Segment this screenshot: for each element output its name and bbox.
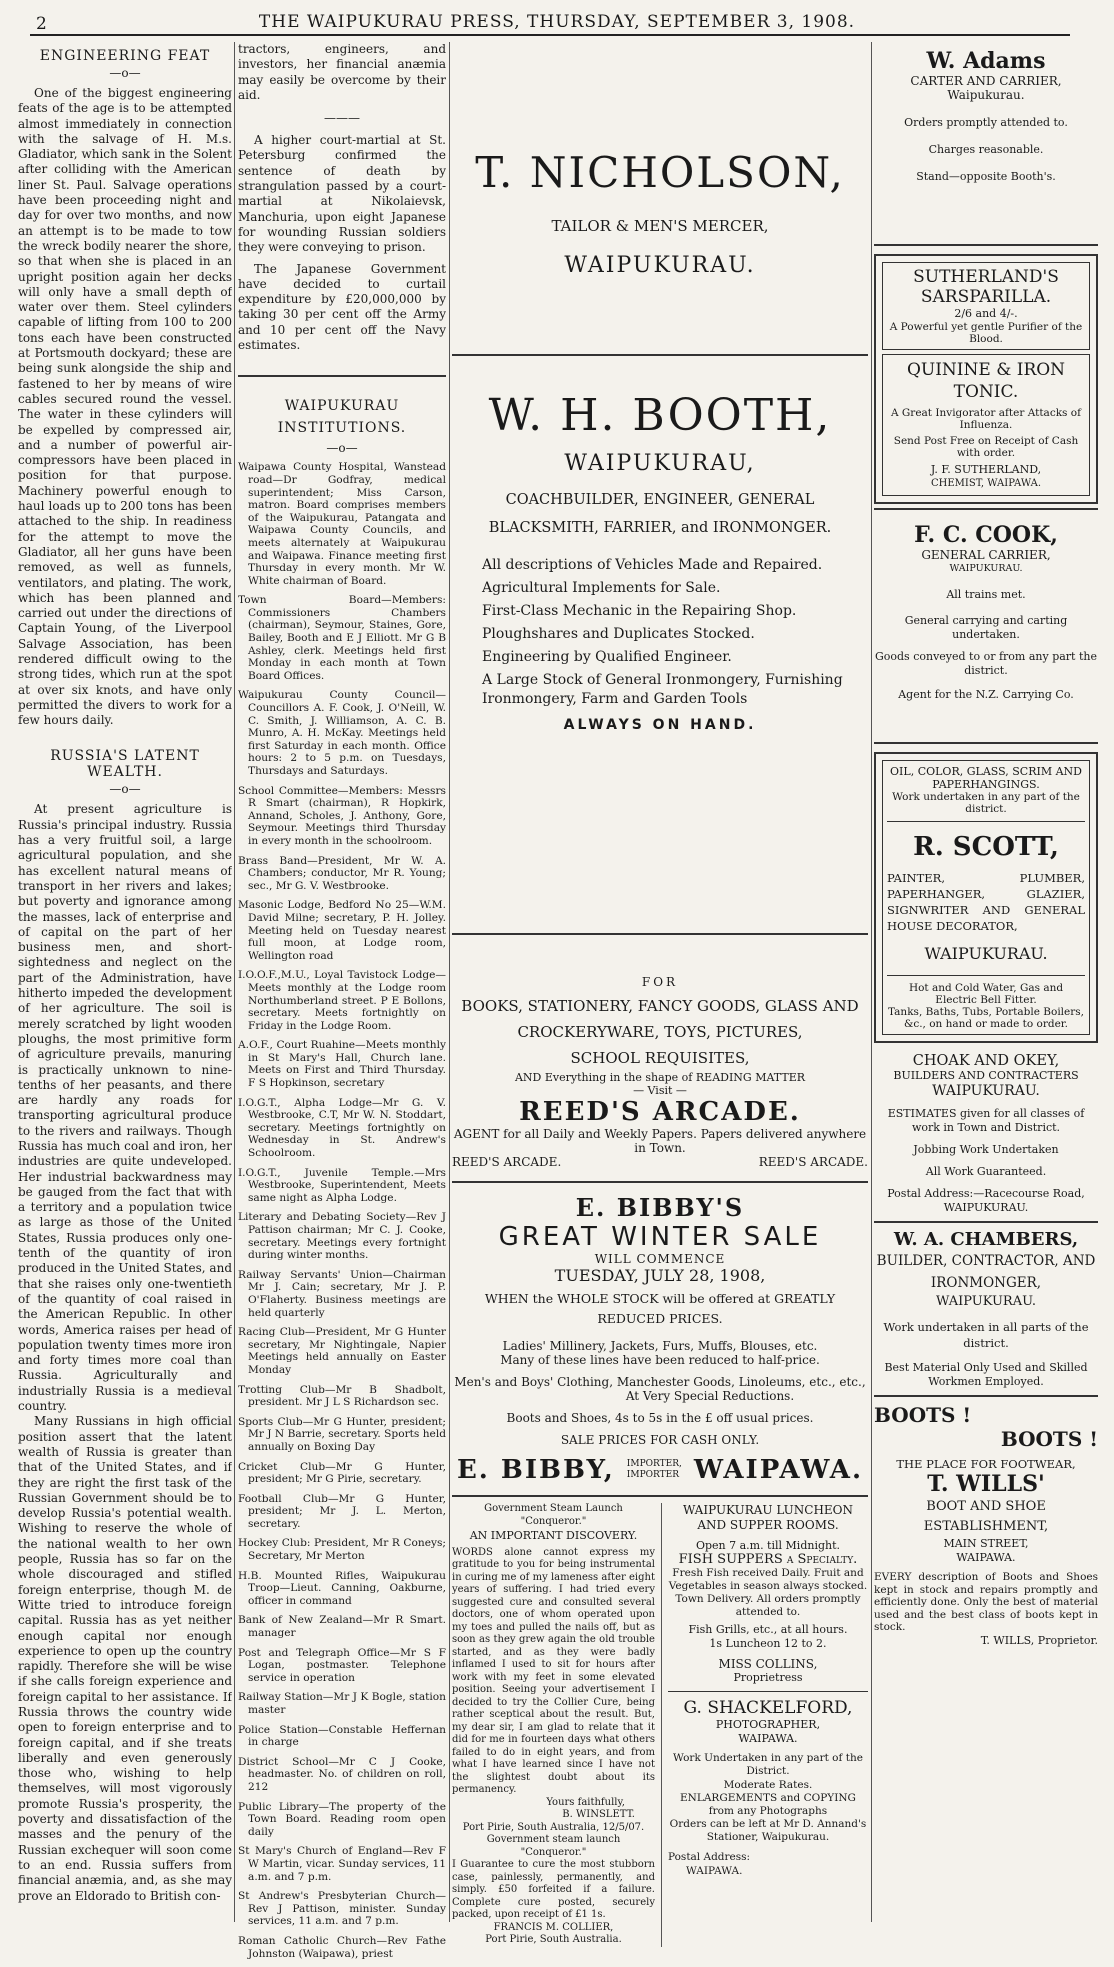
ad-nicholson xyxy=(452,42,868,356)
bibby-footer xyxy=(452,1455,868,1485)
bibby-when: WHEN the WHOLE STOCK will be offered at GREATLY REDUCED PRICES. xyxy=(484,1291,836,1326)
choak-name: CHOAK AND OKEY, xyxy=(912,1053,1060,1069)
launch-body: WORDS alone cannot express my gratitude to you for being instrumental in curing me of my lameness after eight years of suffering. I had tried every suggested cure and consulted several doctors, one of whom operated upon my toes and pulled the nails off, but as soon as they grew again the old trouble started, and as they were badly inflamed I used to sit for hours after work with my feet in some elevated position. Seeing your advertisement I decided to try the Collier Cure, being rather sceptical about the result. But, my dear sir, I am glad to relate that it did for me in fourteen days what others failed to do in eight years, and from what I have learned since I have not the slightest doubt about its permanency. xyxy=(452,1546,655,1795)
ad-booth xyxy=(452,356,868,935)
institution-entry: I.O.O.F.,M.U., Loyal Tavistock Lodge—Meets monthly at the Lodge room Northumberland street. P E Bollons, secretary. Meets fortnightly on Friday in the Lodge Room. xyxy=(238,969,446,1032)
inner-rule xyxy=(661,1503,662,1947)
quinine-box xyxy=(882,354,1090,496)
institution-entry: Sports Club—Mr G Hunter, president; Mr J N Barrie, secretary. Sports held annually on Boxing Day xyxy=(238,1415,446,1453)
scott-trade: PAINTER, PLUMBER, PAPERHANGER, GLAZIER, SIGNWRITER AND GENERAL HOUSE DECORATOR, xyxy=(887,871,1085,933)
cook-line-4: Agent for the N.Z. Carrying Co. xyxy=(898,688,1074,701)
institution-entry: Town Board—Members: Commissioners Chambers (chairman), Seymour, Staines, Gore, Bailey, Booth and E J Elliott. Mr G B Ashley, clerk. Meetings held first Monday in each month at Town Board Offices. xyxy=(238,594,446,682)
booth-line: All descriptions of Vehicles Made and Repaired. xyxy=(482,557,823,573)
booth-lines xyxy=(452,554,868,711)
reed-arcade-title: REED'S ARCADE. xyxy=(519,1097,801,1127)
ad-chambers xyxy=(874,1223,1098,1397)
launch-conq-2: "Conqueror." xyxy=(520,1846,587,1858)
article-body-russia-1: At present agriculture is Russia's principal industry. Russia has a very fruitful soil, a large agricultural population, and she has excellent natural means of transport in her rivers and lakes; but poverty and ignorance among the masses, lack of enterprise and of capital on the part of her business men, and short-sightedness and neglect on the part of the Administration, have hitherto impeded the development of her agriculture. The soil is merely scratched by light wooden ploughs, the most primitive form of agriculture prevails, manuring is practically unknown to nine-tenths of her peasants, and there are hardly any roads for transporting agricultural produce to the rivers and railways. Though Russia has much coal and iron, her industries are quite undeveloped. Her industrial backwardness may be gauged from the fact that with a territory and a population twice as large as those of the United States, Russia produces only one-tenth of the quantity of iron produced in the United States, and that she raises only one-twentieth of the quantity of coal raised in the American Republic. In other words, America raises per head of population twenty times more iron and forty times more coal than Russia. Agriculturally and industrially Russia is a medieval country. xyxy=(18,802,232,1414)
reed-footer-right: REED'S ARCADE. xyxy=(758,1155,868,1169)
quinine-post: Send Post Free on Receipt of Cash with order. xyxy=(893,435,1079,459)
launch-signature: B. WINSLETT. xyxy=(562,1809,635,1820)
institution-entry: School Committee—Members: Messrs R Smart (chairman), R Hopkirk, Annand, Scholes, J. Anthony, Gore, Seymour. Meetings third Thursday in every month in the schoolroom. xyxy=(238,784,446,847)
rooms-prop: Proprietress xyxy=(733,1671,803,1684)
choak-postal: Postal Address:—Racecourse Road, xyxy=(887,1187,1085,1200)
shack-trade: PHOTOGRAPHER, xyxy=(715,1718,821,1731)
header-rule xyxy=(30,34,1070,36)
ad-reeds-arcade xyxy=(452,935,868,1183)
institution-entry: Racing Club—President, Mr G Hunter secretary, Mr Nightingale, Napier Meetings held annually on Easter Monday xyxy=(238,1326,446,1376)
wills-place: THE PLACE FOR FOOTWEAR, xyxy=(896,1457,1076,1471)
launch-collier-address: Port Pirie, South Australia. xyxy=(485,1934,622,1945)
sars-desc: A Powerful yet gentle Purifier of the Blood. xyxy=(889,321,1083,345)
shack-orders: Orders can be left at Mr D. Annand's Stationer, Waipukurau. xyxy=(669,1818,867,1843)
page-header xyxy=(0,0,1114,36)
scott-work: Work undertaken in any part of the district. xyxy=(892,791,1080,815)
bibby-footer-importer xyxy=(627,1459,682,1481)
reed-footer xyxy=(452,1155,868,1169)
scott-inner xyxy=(882,760,1090,1035)
institution-entry: Waipawa County Hospital, Wanstead road—Dr Godfray, medical superintendent; Miss Carson, matron. Board comprises members of the Waipukurau, Patangata and Waipawa County Councils, and meets alternately at Waipukurau and Waipawa. Finance meeting first Thursday in every month. Mr W. White chairman of Board. xyxy=(238,461,446,587)
cook-trade: GENERAL CARRIER, xyxy=(921,548,1051,562)
booth-always: ALWAYS ON HAND. xyxy=(563,717,757,733)
institution-entry: Roman Catholic Church—Rev Fathe Johnston (Waipawa), priest xyxy=(238,1934,446,1960)
institution-entry: Masonic Lodge, Bedford No 25—W.M. David Milne; secretary, P. H. Jolley. Meeting held on Tuesday nearest full moon, at Lodge room, Wellington road xyxy=(238,899,446,962)
institution-entry: Railway Servants' Union—Chairman Mr J. Cain; secretary, Mr J. P. O'Flaherty. Business meetings are held quarterly xyxy=(238,1268,446,1319)
reed-for: FOR xyxy=(641,975,679,989)
institution-entry: Police Station—Constable Heffernan in charge xyxy=(238,1723,446,1749)
launch-address: Port Pirie, South Australia, 12/5/07. xyxy=(462,1821,645,1833)
bibby-sale: GREAT WINTER SALE xyxy=(498,1222,822,1252)
booth-town: WAIPUKURAU, xyxy=(564,451,756,476)
choak-estimates: ESTIMATES given for all classes of work in Town and District. xyxy=(887,1107,1085,1134)
bibby-ladies: Ladies' Millinery, Jackets, Furs, Muffs, Blouses, etc. xyxy=(502,1339,818,1353)
column-2 xyxy=(238,42,446,1967)
institution-entry: Brass Band—President, Mr W. A. Chambers; conductor, Mr R. Young; sec., Mr G. V. Westbrooke. xyxy=(238,854,446,892)
institution-entry: A.O.F., Court Ruahine—Meets monthly in St Mary's Hall, Church lane. Meets on First and Third Thursday. F S Hopkinson, secretary xyxy=(238,1039,446,1090)
choak-guarantee: All Work Guaranteed. xyxy=(925,1165,1047,1178)
cook-town: WAIPUKURAU. xyxy=(949,563,1023,574)
institution-entry: Football Club—Mr G Hunter, president; Mr J. L. Merton, secretary. xyxy=(238,1492,446,1530)
quinine-chemist: CHEMIST, WAIPAWA. xyxy=(930,478,1042,489)
wills-name: T. WILLS' xyxy=(927,1471,1045,1497)
ad-choak-okey xyxy=(874,1047,1098,1223)
launch-collier: FRANCIS M. COLLIER, xyxy=(493,1921,614,1933)
quinine-maker: J. F. SUTHERLAND, xyxy=(930,463,1042,476)
institution-entry: Hockey Club: President, Mr R Coneys; Secretary, Mr Merton xyxy=(238,1537,446,1563)
scott-tanks: Tanks, Baths, Tubs, Portable Boilers, &c., on hand or made to order. xyxy=(887,1006,1084,1030)
institution-entry: District School—Mr C J Cooke, headmaster. No. of children on roll, 212 xyxy=(238,1755,446,1793)
shack-rates: Moderate Rates. xyxy=(723,1779,813,1791)
institution-entry: Bank of New Zealand—Mr R Smart. manager xyxy=(238,1614,446,1640)
booth-name: W. H. BOOTH, xyxy=(488,390,832,441)
ad-wills xyxy=(874,1403,1098,1647)
article-body-russia-2: Many Russians in high official position assert that the latent wealth of Russia is greater than that of the United States, and if they are right the first task of the Russian Government should be to develop Russia's potential wealth. Wishing to reserve the whole of the national wealth to her own people, Russia has so far on the whole discouraged and stifled foreign enterprise, though M. de Witte tried to introduce foreign capital. Russia has as yet neither enough capital nor enough experience to open up the country rapidly. Therefore she will be wise if she calls foreign experience and foreign capital to her assistance. If Russia throws the country wide open to foreign enterprise and to foreign capital, and if she treats liberally and even generously those who, wishing to help themselves, will most vigorously promote Russia's prosperity, the poverty and dissatisfaction of the masses and the penury of the Russian exchequer will soon come to an end. Russia suffers from financial anæmia, and, as she may prove an Eldorado to British con- xyxy=(18,1414,232,1903)
bibby-commence: WILL COMMENCE xyxy=(594,1252,726,1266)
chambers-work: Work undertaken in all parts of the district. xyxy=(883,1320,1089,1350)
bibby-footer-name: E. BIBBY, xyxy=(456,1455,615,1485)
institution-entry: Trotting Club—Mr B Shadbolt, president. Mr J L S Richardson sec. xyxy=(238,1383,446,1409)
sars-price: 2/6 and 4/-. xyxy=(954,307,1018,320)
bibby-boots: Boots and Shoes, 4s to 5s in the £ off usual prices. xyxy=(506,1411,814,1425)
institution-entry: Cricket Club—Mr G Hunter, president; Mr G Pirie, secretary. xyxy=(238,1460,446,1486)
column-rule-2 xyxy=(449,42,450,1922)
rule xyxy=(887,975,1085,976)
choak-postal-town: WAIPUKURAU. xyxy=(943,1201,1029,1214)
bibby-footer-town: WAIPAWA. xyxy=(693,1455,864,1485)
institution-entry: St Mary's Church of England—Rev F W Martin, vicar. Sunday services, 11 a.m. and 7 p.m. xyxy=(238,1845,446,1883)
news-japanese-budget: The Japanese Government have decided to curtail expenditure by £20,000,000 by taking 30 per cent off the Army and 10 per cent off the Navy estimates. xyxy=(238,261,446,353)
bottom-ads-row xyxy=(452,1503,868,1947)
booth-line: A Large Stock of General Ironmongery, Furnishing Ironmongery, Farm and Garden Tools xyxy=(482,672,843,707)
column-rule-3 xyxy=(871,42,872,1922)
institution-entry: H.B. Mounted Rifles, Waipukurau Troop—Lieut. Canning, Oakburne, officer in command xyxy=(238,1569,446,1607)
chambers-town: WAIPUKURAU. xyxy=(936,1294,1036,1309)
adams-town: Waipukurau. xyxy=(947,88,1025,102)
chambers-name: W. A. CHAMBERS, xyxy=(893,1229,1079,1250)
ad-adams xyxy=(874,42,1098,246)
column-rule-1 xyxy=(234,42,235,1922)
adams-trade: CARTER AND CARRIER, xyxy=(910,74,1062,88)
rule xyxy=(668,1691,868,1692)
wills-prop: T. WILLS, Proprietor. xyxy=(980,1633,1098,1647)
column-1 xyxy=(18,42,232,1904)
separator: —o— xyxy=(326,441,358,456)
news-court-martial: A higher court-martial at St. Petersburg confirmed the sentence of death by strangulation passed by a court-martial at Nikolaievsk, Manchuria, upon eight Japanese for wounding Russian soldiers they were conveying to prison. xyxy=(238,133,446,255)
cook-name: F. C. COOK, xyxy=(914,522,1058,548)
ad-stack-right xyxy=(668,1503,868,1947)
cook-line-3: Goods conveyed to or from any part the district. xyxy=(874,650,1097,677)
quinine-name: QUININE & IRON TONIC. xyxy=(906,360,1066,402)
institutions-list xyxy=(238,461,446,1960)
reed-goods-3: SCHOOL REQUISITES, xyxy=(570,1049,750,1067)
cook-line-1: All trains met. xyxy=(946,588,1026,601)
ad-scott xyxy=(874,752,1098,1043)
institution-entry: I.O.G.T., Juvenile Temple.—Mrs Westbrooke, Superintendent, Meets same night as Alpha Lodge. xyxy=(238,1166,446,1204)
adams-line-1: Orders promptly attended to. xyxy=(904,116,1068,129)
wills-boots-1: BOOTS ! xyxy=(874,1403,972,1427)
institution-entry: St Andrew's Presbyterian Church—Rev J Pattison, minister. Sunday services, 11 a.m. and 7 p.m. xyxy=(238,1890,446,1928)
institution-entry: Post and Telegraph Office—Mr S F Logan, postmaster. Telephone service in operation xyxy=(238,1646,446,1684)
importer-2: IMPORTER xyxy=(626,1470,679,1480)
wills-boots-2: BOOTS ! xyxy=(1000,1427,1098,1451)
bibby-many: Many of these lines have been reduced to half-price. xyxy=(500,1353,820,1367)
choak-trade: BUILDERS AND CONTRACTERS xyxy=(893,1069,1079,1082)
adams-name: W. Adams xyxy=(926,48,1046,74)
bibby-date: TUESDAY, JULY 28, 1908, xyxy=(554,1266,766,1285)
launch-guarantee: I Guarantee to cure the most stubborn case, painlessly, permanently, and simply. £50 forfeited if a failure. Complete cure posted, securely packed, upon receipt of £1 1s. xyxy=(452,1859,655,1920)
ad-collier-cure xyxy=(452,1503,655,1947)
institution-entry: Waipukurau County Council—Councillors A. F. Cook, J. O'Neill, W. C. Smith, J. Williamson, A. C. B. Munro, A. H. McKay. Meetings held first Saturday in each month. Office hours: 2 to 5 p.m. on Tuesdays, Thursdays and Saturdays. xyxy=(238,689,446,777)
nicholson-name: T. NICHOLSON, xyxy=(475,148,845,197)
masthead: THE WAIPUKURAU PRESS, THURSDAY, SEPTEMBER 3, 1908. xyxy=(258,12,856,32)
shack-town: WAIPAWA. xyxy=(738,1732,798,1745)
wills-every: EVERY description of Boots and Shoes kept in stock and repairs promptly and efficiently done. Only the best of material used and the best class of boots kept in stock. xyxy=(874,1571,1098,1633)
institution-entry: Literary and Debating Society—Rev J Pattison chairman; Mr C. J. Cooke, secretary. Meetings every fortnight during winter months. xyxy=(238,1211,446,1262)
importer-1: IMPORTER, xyxy=(626,1459,682,1469)
sarsparilla-box xyxy=(882,262,1090,350)
adams-line-2: Charges reasonable. xyxy=(928,143,1044,156)
rooms-lunch: 1s Luncheon 12 to 2. xyxy=(709,1637,827,1650)
article-body-engineering: One of the biggest engineering feats of the age is to be attempted almost immediately in connection with the salvage of H. M.s. Gladiator, which sank in the Solent after colliding with the American liner St. Paul. Salvage operations have been proceeding night and day for over two months, and now an attempt is to be made to tow the wreck bodily nearer the shore, so that when she is placed in an upright position again her decks will only have a small depth of water over them. Steel cylinders capable of lifting from 100 to 200 tons each have been constructed at Portsmouth dockyard; these are being sunk alongside the ship and fastened to her by means of wire cables secured round the vessel. The water in these cylinders will be expelled by compressed air, and a number of powerful air-compressors have been placed in position for that purpose. Machinery powerful enough to haul loads up to 200 tons has been attached to the ship. In readiness for the attempt to move the Gladiator, all her guns have been removed, as well as funnels, ventilators, and plating. The work, which has been planned and carried out under the directions of Captain Young, of the Liverpool Salvage Association, has been rendered difficult owing to the strong tides, which run at the spot at over six knots, and have only permitted the divers to work for a few hours daily. xyxy=(18,86,232,728)
rooms-fish: FISH SUPPERS a Specialty. xyxy=(678,1552,858,1567)
shack-name: G. SHACKELFORD, xyxy=(683,1698,853,1718)
article-title-engineering: ENGINEERING FEAT xyxy=(39,48,211,64)
column-3 xyxy=(452,42,868,1947)
ad-cook xyxy=(874,508,1098,744)
reed-footer-left: REED'S ARCADE. xyxy=(452,1155,562,1169)
shack-postal: Postal Address: xyxy=(667,1851,751,1863)
wills-town: WAIPAWA. xyxy=(956,1551,1016,1564)
scott-town: WAIPUKURAU. xyxy=(924,944,1048,963)
reed-agent: AGENT for all Daily and Weekly Papers. Papers delivered anywhere in Town. xyxy=(453,1127,867,1155)
reed-goods-1: BOOKS, STATIONERY, FANCY GOODS, GLASS AND xyxy=(461,997,859,1015)
reed-goods-2: CROCKERYWARE, TOYS, PICTURES, xyxy=(517,1023,803,1041)
institutions-title: WAIPUKURAU INSTITUTIONS. xyxy=(277,398,407,437)
reed-visit: — Visit — xyxy=(633,1084,687,1097)
article-title-russia: RUSSIA'S LATENT WEALTH. xyxy=(50,748,200,781)
adams-line-3: Stand—opposite Booth's. xyxy=(916,170,1056,183)
ad-bibby xyxy=(452,1183,868,1497)
booth-line: Ploughshares and Duplicates Stocked. xyxy=(482,626,755,642)
separator: —o— xyxy=(109,782,141,797)
launch-title-2: "Conqueror." xyxy=(520,1515,587,1527)
choak-town: WAIPUKURAU. xyxy=(932,1083,1040,1099)
chambers-trade: BUILDER, CONTRACTOR, AND IRONMONGER, xyxy=(876,1253,1096,1291)
shack-work: Work Undertaken in any part of the District. xyxy=(673,1752,863,1777)
launch-discovery: AN IMPORTANT DISCOVERY. xyxy=(469,1529,638,1542)
booth-line: First-Class Mechanic in the Repairing Shop. xyxy=(482,603,797,619)
booth-trades: COACHBUILDER, ENGINEER, GENERAL BLACKSMITH, FARRIER, and IRONMONGER. xyxy=(488,492,832,536)
rooms-grills: Fish Grills, etc., at all hours. xyxy=(688,1623,848,1636)
booth-line: Engineering by Qualified Engineer. xyxy=(482,649,732,665)
rooms-body: Fresh Fish received Daily. Fruit and Vegetables in season always stocked. Town Delivery. All orders promptly attended to. xyxy=(668,1567,868,1618)
launch-yours: Yours faithfully, xyxy=(546,1796,625,1808)
bibby-name: E. BIBBY'S xyxy=(575,1193,745,1222)
sars-name: SUTHERLAND'S SARSPARILLA. xyxy=(913,267,1059,307)
nicholson-trade: TAILOR & MEN'S MERCER, xyxy=(551,217,769,235)
institution-entry: Railway Station—Mr J K Bogle, station master xyxy=(238,1691,446,1716)
rooms-open: Open 7 a.m. till Midnight. xyxy=(695,1539,841,1552)
separator: —o— xyxy=(109,66,141,80)
page-number: 2 xyxy=(36,14,47,34)
institution-entry: I.O.G.T., Alpha Lodge—Mr G. V. Westbrooke, C.T, Mr W. N. Stoddart, secretary. Meetings fortnightly on Wednesday in St. Andrew's Schoolroom. xyxy=(238,1096,446,1160)
article-continuation: tractors, engineers, and investors, her financial anæmia may easily be overcome by their aid. xyxy=(238,42,446,102)
rooms-owner: MISS COLLINS, xyxy=(718,1657,818,1671)
rule-short: ——— xyxy=(324,111,360,126)
column-4 xyxy=(874,42,1098,1647)
wills-trade: BOOT AND SHOE ESTABLISHMENT, xyxy=(923,1499,1049,1534)
scott-water: Hot and Cold Water, Gas and Electric Bell Fitter. xyxy=(908,982,1064,1006)
booth-line: Agricultural Implements for Sale. xyxy=(482,580,721,596)
bibby-cash: SALE PRICES FOR CASH ONLY. xyxy=(560,1433,760,1447)
launch-title-1: Government Steam Launch xyxy=(484,1503,623,1514)
chambers-best: Best Material Only Used and Skilled Workmen Employed. xyxy=(884,1361,1088,1388)
nicholson-town: WAIPUKURAU. xyxy=(564,253,756,278)
wills-street: MAIN STREET, xyxy=(943,1537,1029,1550)
rooms-title: WAIPUKURAU LUNCHEON AND SUPPER ROOMS. xyxy=(682,1503,854,1532)
rule xyxy=(238,375,446,377)
quinine-desc: A Great Invigorator after Attacks of Influenza. xyxy=(891,407,1081,431)
shack-postal-town: WAIPAWA. xyxy=(685,1865,743,1877)
choak-jobbing: Jobbing Work Undertaken xyxy=(913,1143,1059,1156)
scott-top: OIL, COLOR, GLASS, SCRIM AND PAPERHANGINGS. xyxy=(890,765,1082,791)
ad-sutherland xyxy=(874,254,1098,504)
cook-line-2: General carrying and carting undertaken. xyxy=(904,614,1068,641)
institution-entry: Public Library—The property of the Town Board. Reading room open daily xyxy=(238,1800,446,1838)
bibby-special: At Very Special Reductions. xyxy=(625,1389,795,1403)
scott-name: R. SCOTT, xyxy=(913,832,1059,862)
reed-everything: AND Everything in the shape of READING MATTER xyxy=(514,1071,806,1084)
launch-gov-2: Government steam launch xyxy=(486,1834,621,1845)
shack-enlarge: ENLARGEMENTS and COPYING from any Photographs xyxy=(680,1792,856,1817)
bibby-mens: Men's and Boys' Clothing, Manchester Goods, Linoleums, etc., etc., xyxy=(454,1375,866,1389)
rule xyxy=(887,821,1085,822)
